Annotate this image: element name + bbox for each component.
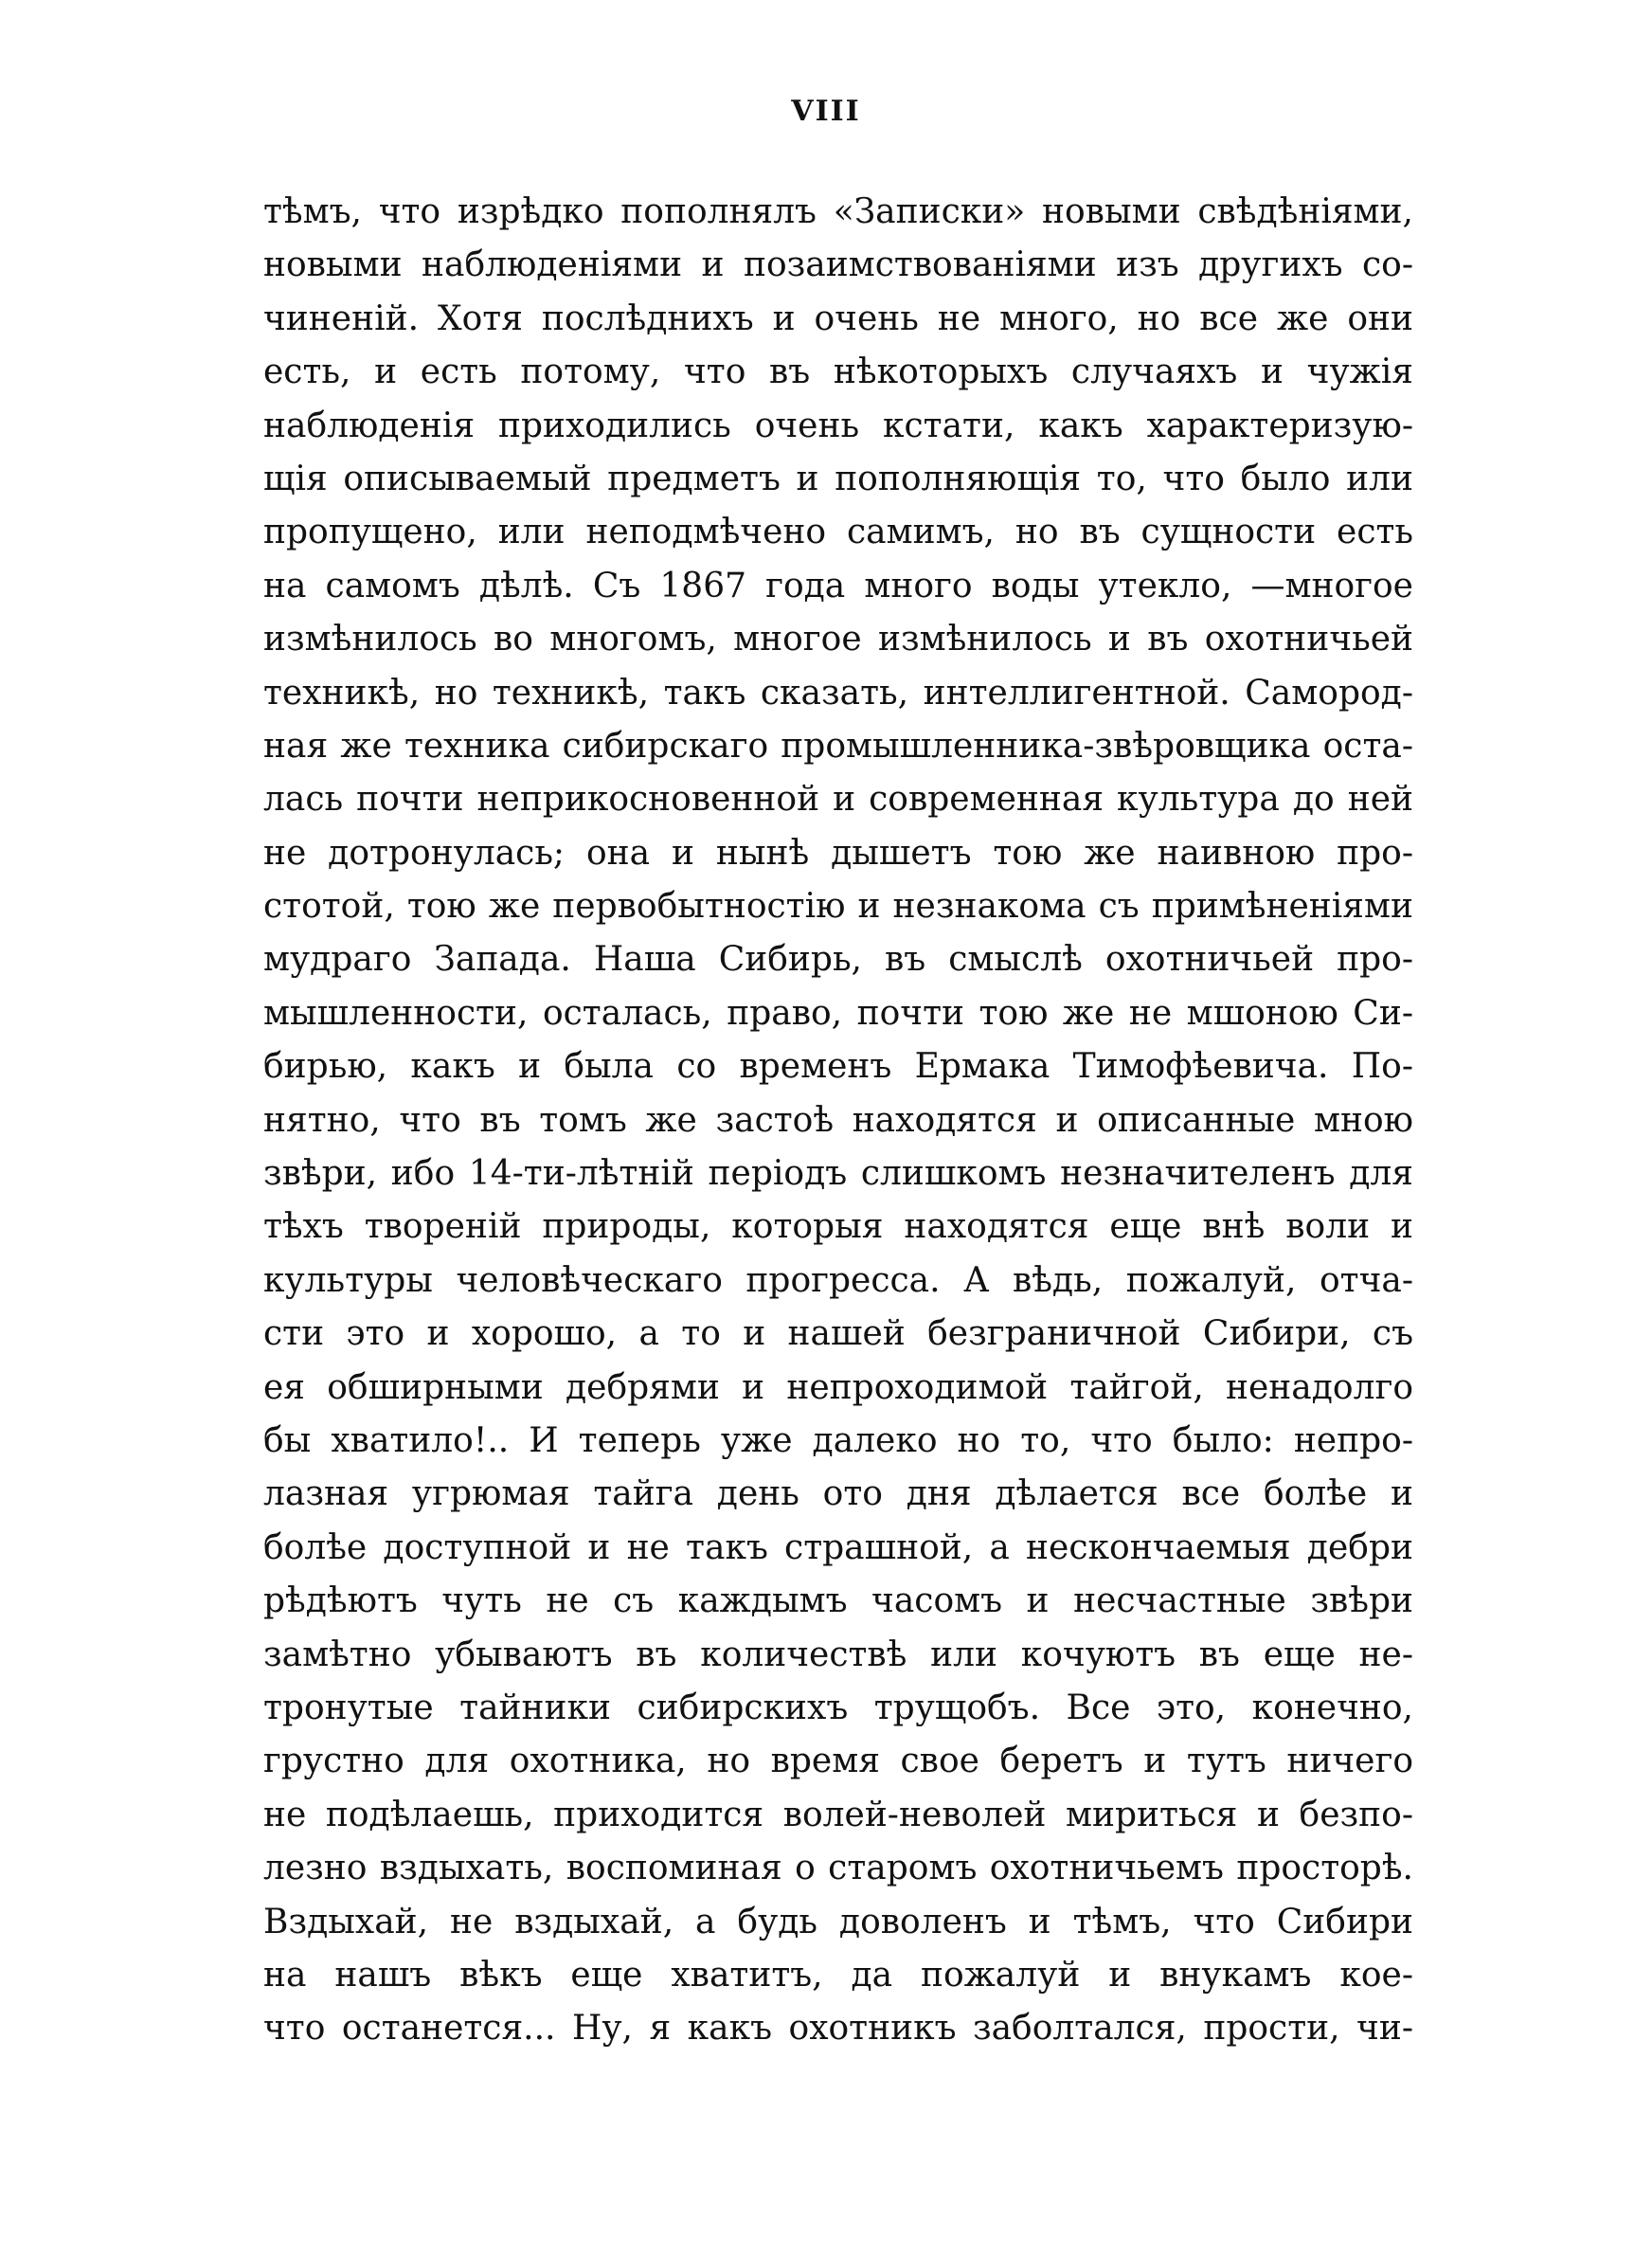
text-line: не дотронулась; она и нынѣ дышетъ тою же наивною про- xyxy=(263,833,1413,873)
text-line: грустно для охотника, но время свое беретъ и тутъ ничего xyxy=(263,1742,1413,1781)
text-line: бирью, какъ и была со временъ Ермака Тимофѣевича. По- xyxy=(263,1047,1413,1087)
text-line: лезно вздыхать, воспоминая о старомъ охотничьемъ просторѣ. xyxy=(263,1849,1413,1888)
text-line: бы хватило!.. И теперь уже далеко но то, что было: непро- xyxy=(263,1420,1413,1460)
text-line: стотой, тою же первобытностію и незнакома съ примѣненіями xyxy=(263,887,1413,927)
text-line: звѣри, ибо 14-ти-лѣтній періодъ слишкомъ незначителенъ для xyxy=(263,1154,1413,1194)
text-line: Вздыхай, не вздыхай, а будь доволенъ и тѣмъ, что Сибири xyxy=(263,1902,1413,1941)
body-text xyxy=(263,186,1413,2056)
text-line: тѣмъ, что изрѣдко пополнялъ «Записки» новыми свѣдѣніями, xyxy=(263,192,1413,231)
text-line: сти это и хорошо, а то и нашей безграничной Сибири, съ xyxy=(263,1314,1413,1354)
text-line: чиненій. Хотя послѣднихъ и очень не много, но все же они xyxy=(263,298,1413,338)
text-line: не подѣлаешь, приходится волей-неволей мириться и безпо- xyxy=(263,1795,1413,1834)
text-line: нятно, что въ томъ же застоѣ находятся и описанные мною xyxy=(263,1100,1413,1140)
text-line: мышленности, осталась, право, почти тою же не мшоною Си- xyxy=(263,993,1413,1033)
text-line: замѣтно убываютъ въ количествѣ или кочуютъ въ еще не- xyxy=(263,1634,1413,1674)
text-line: техникѣ, но техникѣ, такъ сказать, интеллигентной. Самород- xyxy=(263,673,1413,713)
text-line: лазная угрюмая тайга день ото дня дѣлается все болѣе и xyxy=(263,1474,1413,1514)
text-line: мудраго Запада. Наша Сибирь, въ смыслѣ охотничьей про- xyxy=(263,940,1413,980)
text-line: щія описываемый предметъ и пополняющія то, что было или xyxy=(263,459,1413,498)
text-line: тѣхъ твореній природы, которыя находятся еще внѣ воли и xyxy=(263,1207,1413,1247)
text-line: измѣнилось во многомъ, многое измѣнилось и въ охотничьей xyxy=(263,620,1413,659)
text-line: культуры человѣческаго прогресса. А вѣдь, пожалуй, отча- xyxy=(263,1260,1413,1300)
text-line: лась почти неприкосновенной и современная культура до ней xyxy=(263,780,1413,820)
text-line: пропущено, или неподмѣчено самимъ, но въ сущности есть xyxy=(263,513,1413,552)
page-number: VIII xyxy=(791,95,861,128)
text-line: ная же техника сибирскаго промышленника-звѣровщика оста- xyxy=(263,726,1413,766)
text-line: что останется... Ну, я какъ охотникъ заболтался, прости, чи- xyxy=(263,2009,1413,2049)
text-line: наблюденія приходились очень кстати, какъ характеризую- xyxy=(263,406,1413,445)
text-line: на нашъ вѣкъ еще хватитъ, да пожалуй и внукамъ кое- xyxy=(263,1955,1413,1995)
text-line: есть, и есть потому, что въ нѣкоторыхъ случаяхъ и чужія xyxy=(263,352,1413,392)
text-line: рѣдѣютъ чуть не съ каждымъ часомъ и несчастные звѣри xyxy=(263,1581,1413,1621)
text-line: ея обширными дебрями и непроходимой тайгой, ненадолго xyxy=(263,1367,1413,1407)
text-line: тронутые тайники сибирскихъ трущобъ. Все это, конечно, xyxy=(263,1688,1413,1727)
text-line: на самомъ дѣлѣ. Съ 1867 года много воды утекло, —многое xyxy=(263,566,1413,605)
text-line: болѣе доступной и не такъ страшной, а нескончаемыя дебри xyxy=(263,1527,1413,1567)
text-line: новыми наблюденіями и позаимствованіями изъ другихъ со- xyxy=(263,245,1413,285)
